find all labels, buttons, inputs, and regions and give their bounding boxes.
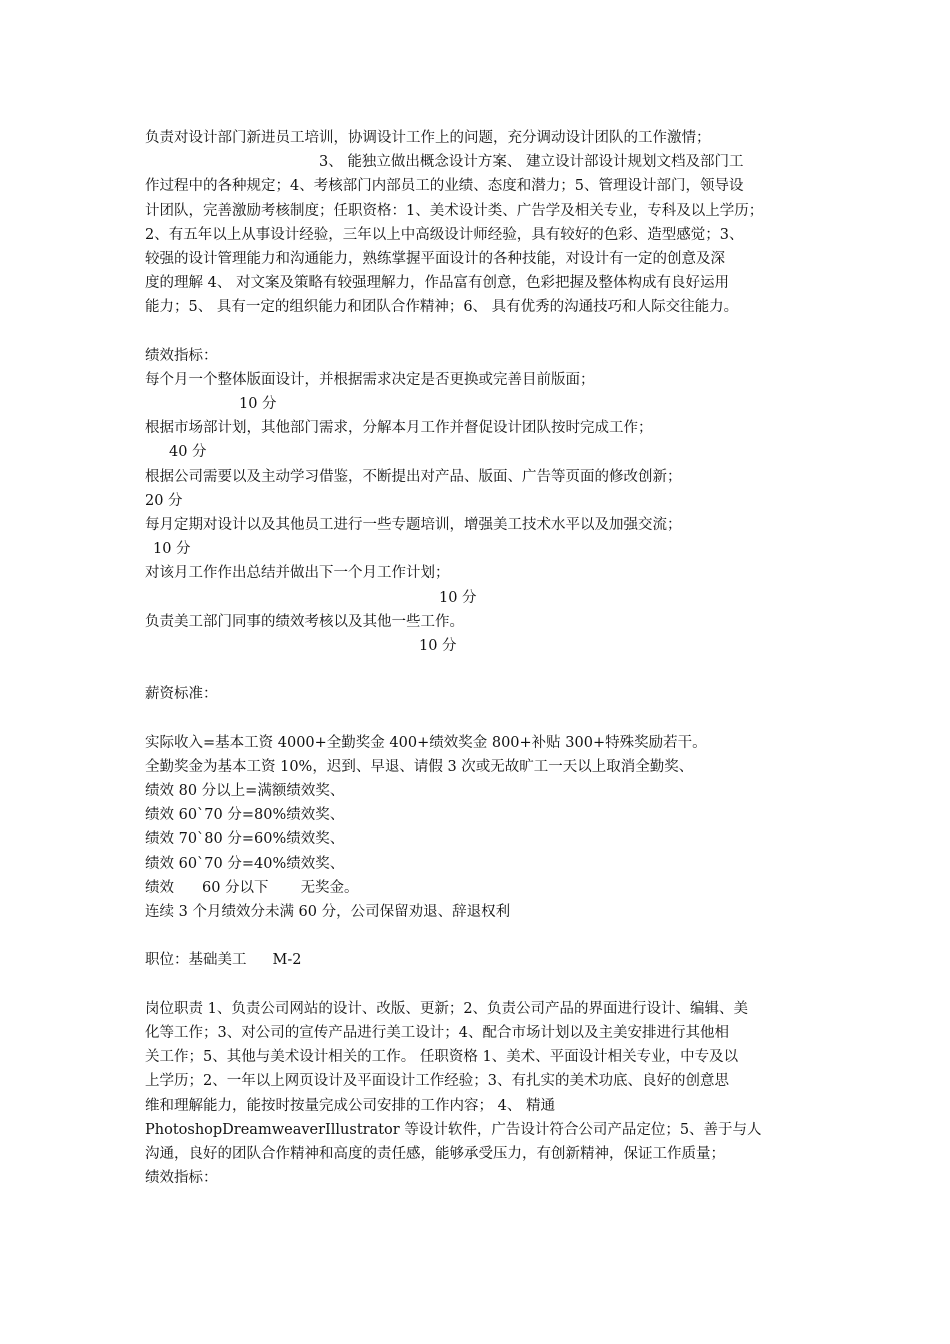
kpi-text: 负责美工部门同事的绩效考核以及其他一些工作。: [145, 613, 464, 630]
salary-line: 实际收入=基本工资 4000+全勤奖金 400+绩效奖金 800+补贴 300+特殊奖励若干。: [145, 734, 707, 751]
salary-line: 绩效 60`70 分=80%绩效奖、: [145, 807, 345, 824]
position-line: 化等工作；3、对公司的宣传产品进行美工设计；4、配合市场计划以及主美安排进行其他相: [145, 1024, 729, 1041]
salary-line: 绩效 80 分以上=满额绩效奖、: [145, 783, 345, 800]
spacer: [145, 658, 820, 682]
position-line: 关工作；5、其他与美术设计相关的工作。 任职资格 1、美术、平面设计相关专业，中专及以: [145, 1049, 739, 1066]
kpi-score: 40 分: [169, 444, 207, 461]
kpi-text: 每个月一个整体版面设计，并根据需求决定是否更换或完善目前版面；: [145, 371, 595, 388]
text-line: 3、 能独立做出概念设计方案、 建立设计部设计规划文档及部门工: [319, 154, 744, 171]
salary-line: 绩效 70`80 分=60%绩效奖、: [145, 831, 345, 848]
spacer: [145, 707, 820, 731]
salary-line: 绩效 60`70 分=40%绩效奖、: [145, 855, 345, 872]
text-line: 2、有五年以上从事设计经验，三年以上中高级设计师经验，具有较好的色彩、造型感觉；3、: [145, 226, 744, 243]
document-page: [145, 126, 820, 1190]
position-line: 上学历；2、一年以上网页设计及平面设计工作经验；3、有扎实的美术功底、良好的创意思: [145, 1073, 729, 1090]
salary-dismiss-line: 连续 3 个月绩效分未满 60 分，公司保留劝退、辞退权利: [145, 904, 511, 920]
salary-line: 全勤奖金为基本工资 10%，迟到、早退、请假 3 次或无故旷工一天以上取消全勤奖、: [145, 758, 694, 775]
position-line: PhotoshopDreamweaverIllustrator 等设计软件，广告设计符合公司产品定位；5、善于与人: [145, 1121, 762, 1138]
text-line: 负责对设计部门新进员工培训，协调设计工作上的问题，充分调动设计团队的工作激情；: [145, 130, 711, 146]
position-line: 沟通，良好的团队合作精神和高度的责任感，能够承受压力，有创新精神，保证工作质量；: [145, 1145, 725, 1162]
position-label: 职位：基础美工: [145, 952, 247, 969]
kpi-text: 对该月工作作出总结并做出下一个月工作计划；: [145, 565, 450, 582]
spacer: [145, 924, 820, 948]
kpi-score: 10 分: [239, 396, 277, 413]
position-code: M-2: [272, 952, 302, 969]
below60-result: 无奖金。: [300, 879, 359, 896]
kpi-text: 每月定期对设计以及其他员工进行一些专题培训，增强美工技术水平以及加强交流；: [145, 517, 682, 533]
kpi-text: 根据公司需要以及主动学习借鉴，不断提出对产品、版面、广告等页面的修改创新；: [145, 468, 682, 485]
text-line: 作过程中的各种规定；4、考核部门内部员工的业绩、态度和潜力；5、管理设计部门，领导设: [145, 178, 744, 195]
text-line: 能力；5、 具有一定的组织能力和团队合作精神；6、 具有优秀的沟通技巧和人际交往能力。: [145, 299, 739, 316]
position-line: 维和理解能力，能按时按量完成公司安排的工作内容； 4、 精通: [145, 1097, 555, 1114]
position-line: 岗位职责 1、负责公司网站的设计、改版、更新；2、负责公司产品的界面进行设计、编辑、美: [145, 1000, 749, 1017]
performance-heading: 绩效指标：: [145, 347, 218, 364]
kpi-score: 10 分: [419, 637, 457, 654]
position-title: [145, 948, 820, 972]
spacer: [145, 320, 820, 344]
text-line: 较强的设计管理能力和沟通能力，熟练掌握平面设计的各种技能，对设计有一定的创意及深: [145, 250, 725, 267]
kpi-score: 10 分: [153, 541, 191, 558]
salary-heading: 薪资标准：: [145, 686, 218, 703]
below60-range: 60 分以下: [202, 879, 269, 896]
kpi-score: 20 分: [145, 492, 183, 509]
kpi-text: 根据市场部计划，其他部门需求，分解本月工作并督促设计团队按时完成工作；: [145, 420, 653, 437]
kpi-score: 10 分: [439, 589, 477, 606]
text-line: 计团队，完善激励考核制度；任职资格：1、美术设计类、广告学及相关专业，专科及以上学历；: [145, 202, 764, 219]
text-line: 度的理解 4、 对文案及策略有较强理解力，作品富有创意，色彩把握及整体构成有良好运用: [145, 275, 729, 292]
spacer: [145, 973, 820, 997]
position-line: 绩效指标：: [145, 1170, 218, 1187]
below60-label: 绩效: [145, 879, 174, 896]
salary-below60-line: [145, 876, 820, 900]
